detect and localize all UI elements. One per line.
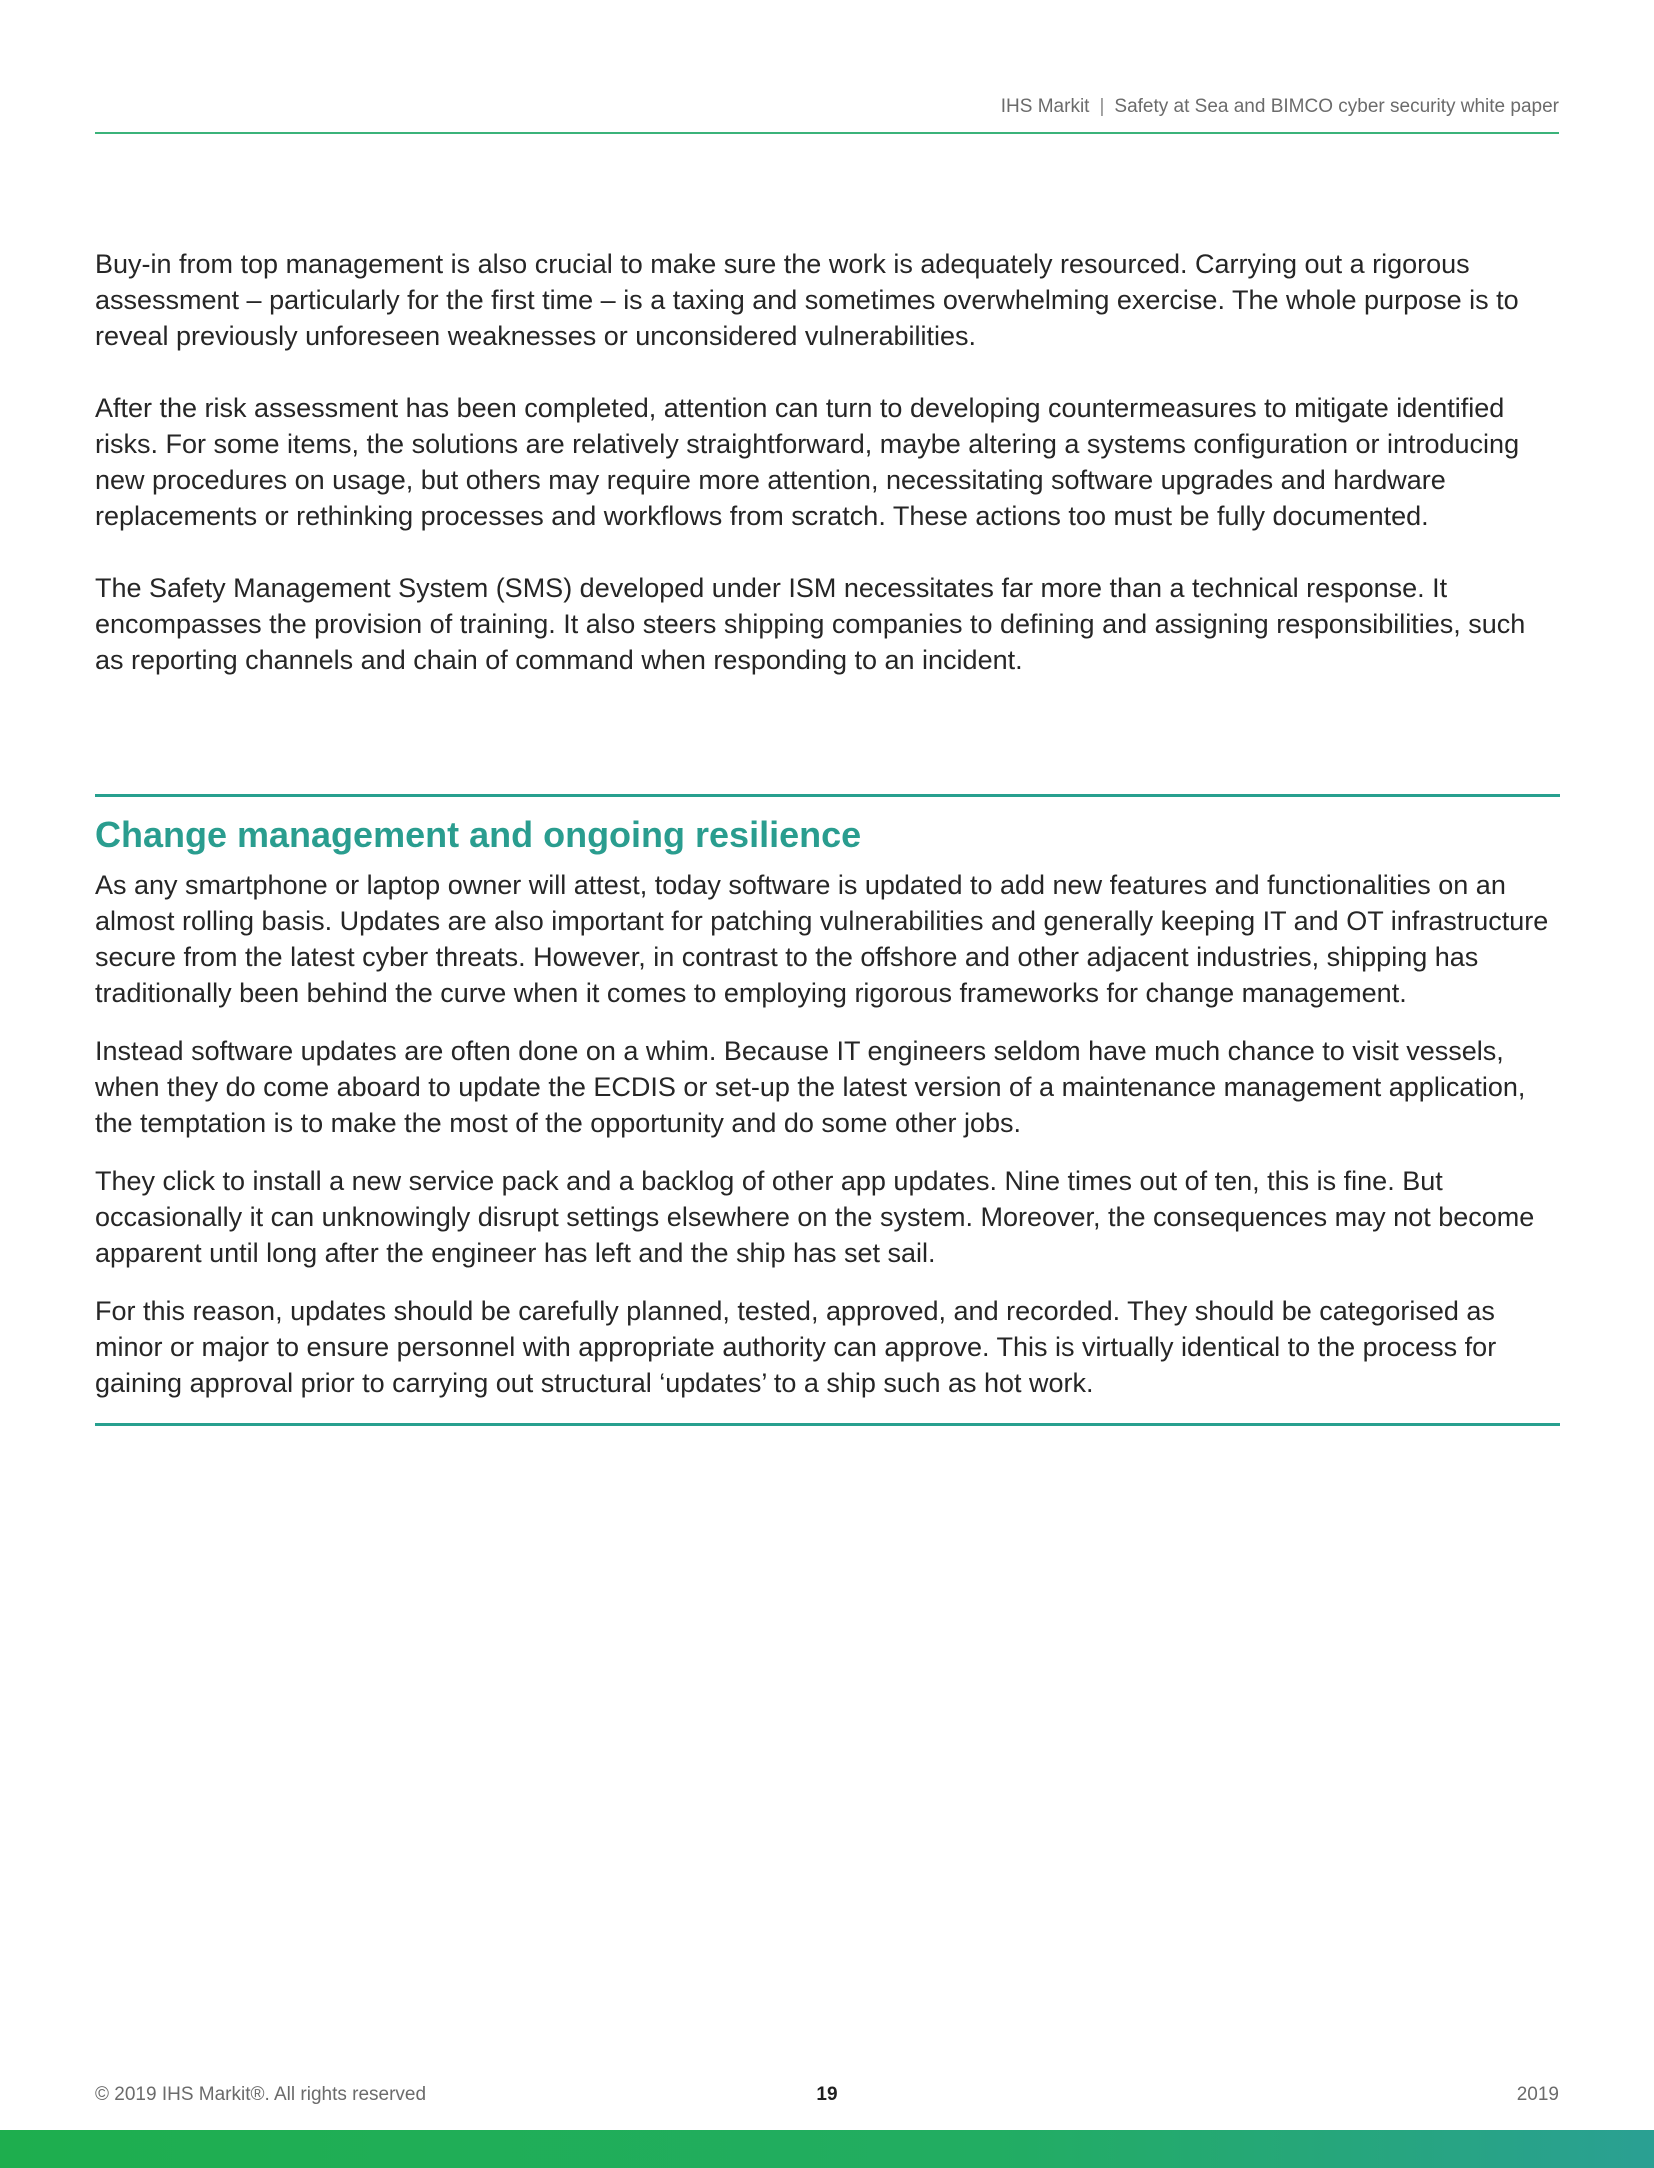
- section-paragraph: As any smartphone or laptop owner will attest, today software is updated to add new features and functionalities on an almost rolling basis. Updates are also important for patching vulnerabilities and generally keeping IT and OT infrastructure secure from the latest cyber threats. However, in contrast to the offshore and other adjacent industries, shipping has traditionally been behind the curve when it comes to employing rigorous frameworks for change management.: [95, 870, 1549, 1008]
- section-heading: Change management and ongoing resilience: [95, 814, 862, 855]
- footer-year: 2019: [1516, 2084, 1559, 2105]
- page-header: [95, 92, 1559, 134]
- section-paragraph: Instead software updates are often done on a whim. Because IT engineers seldom have much chance to visit vessels, when they do come aboard to update the ECDIS or set-up the latest version of a maintenance management application, the temptation is to make the most of the opportunity and do some other jobs.: [95, 1036, 1526, 1138]
- header-brand: IHS Markit: [1000, 96, 1090, 117]
- header-doc-title: Safety at Sea and BIMCO cyber security white paper: [1114, 96, 1559, 117]
- bottom-color-bar: [0, 2130, 1654, 2168]
- section-paragraph: They click to install a new service pack and a backlog of other app updates. Nine times out of ten, this is fine. But occasionally it can unknowingly disrupt settings elsewhere on the system. Moreover, the consequences may not become apparent until long after the engineer has left and the ship has set sail.: [95, 1166, 1535, 1268]
- page-footer: [95, 2080, 1559, 2110]
- intro-paragraph: After the risk assessment has been completed, attention can turn to developing countermeasures to mitigate identified risks. For some items, the solutions are relatively straightforward, maybe altering a systems configuration or introducing new procedures on usage, but others may require more attention, necessitating software upgrades and hardware replacements or rethinking processes and workflows from scratch. These actions too must be fully documented.: [95, 393, 1520, 531]
- intro-paragraph: The Safety Management System (SMS) developed under ISM necessitates far more than a technical response. It encompasses the provision of training. It also steers shipping companies to defining and assigning responsibilities, such as reporting channels and chain of command when responding to an incident.: [95, 573, 1526, 675]
- intro-paragraph: Buy-in from top management is also crucial to make sure the work is adequately resourced. Carrying out a rigorous assessment – particularly for the first time – is a taxing and sometimes overwhelming exercise. The whole purpose is to reveal previously unforeseen weaknesses or unconsidered vulnerabilities.: [95, 249, 1519, 351]
- change-management-section: [95, 794, 1560, 1426]
- section-paragraph: For this reason, updates should be carefully planned, tested, approved, and recorded. They should be categorised as minor or major to ensure personnel with appropriate authority can approve. This is virtually identical to the process for gaining approval prior to carrying out structural ‘updates’ to a ship such as hot work.: [95, 1296, 1497, 1398]
- intro-text: [95, 246, 1560, 714]
- header-separator: |: [1099, 96, 1105, 117]
- page-number: 19: [816, 2084, 838, 2105]
- footer-copyright: © 2019 IHS Markit®. All rights reserved: [95, 2084, 427, 2105]
